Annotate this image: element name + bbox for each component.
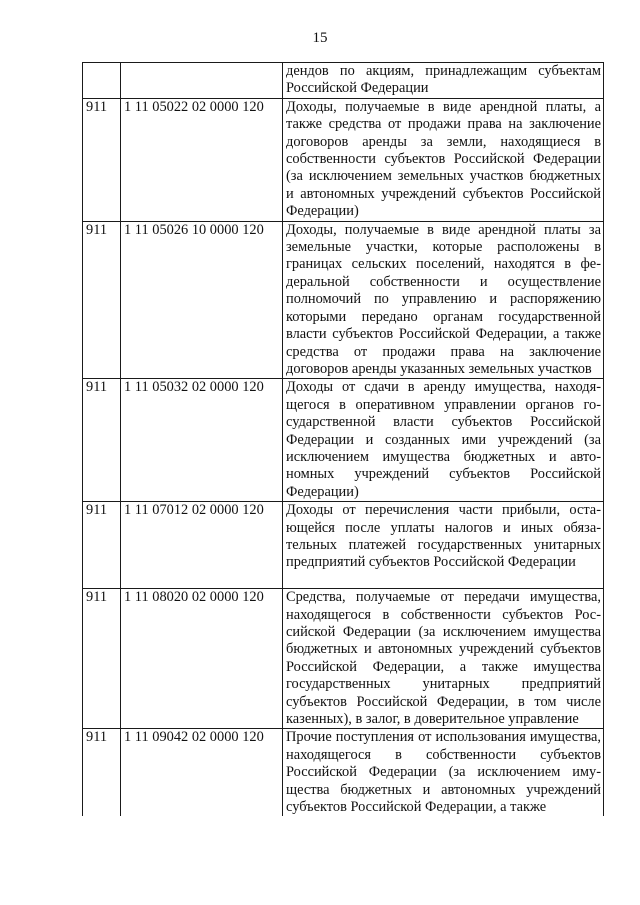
admin-code-cell: 911	[83, 98, 121, 221]
budget-code-cell: 1 11 05032 02 0000 120	[121, 379, 283, 502]
description-cell: Доходы, получаемые в виде арендной платы, а также средства от продажи права на заключение договоров аренды за земли, находящиеся в собственности субъектов Российской Федерации (за исключением земельных участков бюджетных и автономных учреждений субъектов Российской Федерации)	[283, 98, 604, 221]
admin-code-cell: 911	[83, 221, 121, 379]
description-cell: дендов по акциям, принадлежащим субъектам Российской Федерации	[283, 63, 604, 99]
page-number: 15	[312, 30, 328, 46]
budget-code-cell: 1 11 05022 02 0000 120	[121, 98, 283, 221]
table-row	[83, 379, 604, 502]
table-row	[83, 221, 604, 379]
budget-code-cell: 1 11 05026 10 0000 120	[121, 221, 283, 379]
admin-code-cell: 911	[83, 729, 121, 817]
description-cell: Прочие поступления от использования имущества, находящегося в собственности субъектов Российской Федерации (за исключением имущества бюджетных и автономных учреждений субъектов Российской Федерации, а также	[283, 729, 604, 817]
table-row	[83, 63, 604, 99]
table-row	[83, 729, 604, 817]
budget-code-cell	[121, 63, 283, 99]
budget-code-cell: 1 11 09042 02 0000 120	[121, 729, 283, 817]
budget-code-cell: 1 11 08020 02 0000 120	[121, 589, 283, 729]
table-row	[83, 98, 604, 221]
revenue-codes-table	[82, 62, 604, 816]
description-cell: Средства, получаемые от передачи имущества, находящегося в собственности субъектов Российской Федерации (за исключением имущества бюджетных и автономных учреждений субъектов Российской Федерации, а также имущества государственных унитарных предприятий субъектов Российской Федерации, в том числе казенных), в залог, в доверительное управление	[283, 589, 604, 729]
admin-code-cell	[83, 63, 121, 99]
table-row	[83, 589, 604, 729]
admin-code-cell: 911	[83, 589, 121, 729]
admin-code-cell: 911	[83, 379, 121, 502]
description-cell: Доходы, получаемые в виде арендной платы за земельные участки, которые расположены в границах сельских поселений, находятся в федеральной собственности и осуществление полномочий по управлению и распоряжению которыми передано органам государственной власти субъектов Российской Федерации, а также средства от продажи права на заключение договоров аренды указанных земельных участков	[283, 221, 604, 379]
table-row	[83, 502, 604, 589]
description-cell: Доходы от сдачи в аренду имущества, находящегося в оперативном управлении органов государственной власти субъектов Российской Федерации и созданных ими учреждений (за исключением имущества бюджетных и автономных учреждений субъектов Российской Федерации)	[283, 379, 604, 502]
budget-code-cell: 1 11 07012 02 0000 120	[121, 502, 283, 589]
admin-code-cell: 911	[83, 502, 121, 589]
description-cell: Доходы от перечисления части прибыли, остающейся после уплаты налогов и иных обязательных платежей государственных унитарных предприятий субъектов Российской Федерации	[283, 502, 604, 589]
